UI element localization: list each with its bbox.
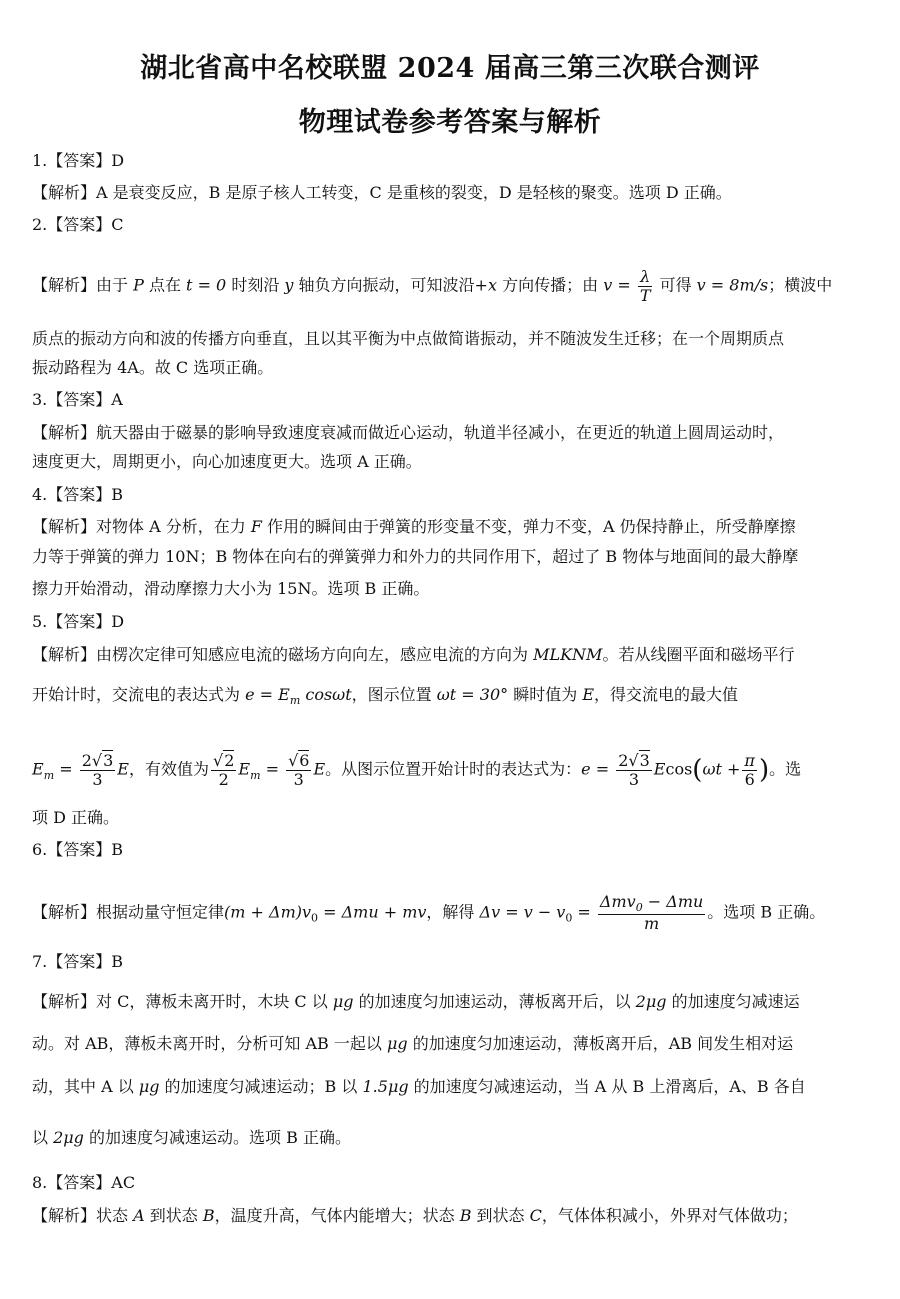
q4-explanation-line3: 擦力开始滑动，滑动摩擦力大小为 15N。选项 B 正确。 [32, 579, 430, 598]
q7-answer: 7.【答案】B [32, 952, 124, 971]
q7-explanation-line2: 动。对 AB，薄板未离开时，分析可知 AB 一起以 μg 的加速度匀加速运动，薄板离开后，AB 间发生相对运 [32, 1034, 794, 1053]
rms-ratio-fraction: $\frac{√2}{2}$ [212, 751, 235, 789]
q8-answer: 8.【答案】AC [32, 1173, 136, 1192]
q8-explanation-line1: 【解析】状态 A 到状态 B，温度升高，气体内能增大；状态 B 到状态 C，气体体积减小，外界对气体做功； [32, 1206, 798, 1225]
q5-explanation-line3: $E_m$ = $\frac{2√3}{3}$ E，有效值为 $\frac{√2}{2}$ $E_m$ = $\frac{√6}{3}$ E。从图示位置开始计时的表达式为：e = $\frac{2√3}{3}$ Ecos(ωt + $\frac{\pi}{6}$ )。选 [32, 751, 802, 789]
q5-explanation-line1: 【解析】由楞次定律可知感应电流的磁场方向向左，感应电流的方向为 MLKNM。若从线圈平面和磁场平行 [32, 645, 795, 664]
phase-fraction: $\frac{\pi}{6}$ [744, 751, 755, 789]
q2-explanation-line1: 【解析】由于 P 点在 t = 0 时刻沿 y 轴负方向振动，可知波沿+x 方向传播；由 v = $\frac{\lambda}{T}$ 可得 v = 8m/s；横波中 [32, 267, 833, 305]
document-title: 湖北省高中名校联盟 2024 届高三第三次联合测评 [140, 53, 760, 84]
rms-value-fraction: $\frac{√6}{3}$ [288, 751, 310, 789]
q7-explanation-line1: 【解析】对 C，薄板未离开时，木块 C 以 μg 的加速度匀加速运动，薄板离开后，以 2μg 的加速度匀减速运 [32, 992, 800, 1011]
wavelength-over-period: $\frac{\lambda}{T}$ [639, 267, 651, 305]
q2-explanation-line3: 振动路程为 4A。故 C 选项正确。 [32, 358, 274, 377]
q2-explanation-line2: 质点的振动方向和波的传播方向垂直，且以其平衡为中点做简谐振动，并不随波发生迁移；在一个周期质点 [32, 329, 785, 348]
q5-explanation-line2: 开始计时，交流电的表达式为 $e = E_m$ cosωt，图示位置 ωt = 30° 瞬时值为 E，得交流电的最大值 [32, 685, 739, 708]
q3-explanation-line1: 【解析】航天器由于磁暴的影响导致速度衰减而做近心运动，轨道半径减小，在更近的轨道上圆周运动时， [32, 423, 785, 442]
q6-answer: 6.【答案】B [32, 840, 124, 859]
peak-value-fraction: $\frac{2√3}{3}$ [81, 751, 114, 789]
q4-answer: 4.【答案】B [32, 485, 124, 504]
expression-fraction: $\frac{2√3}{3}$ [618, 751, 650, 789]
q7-explanation-line4: 以 2μg 的加速度匀减速运动。选项 B 正确。 [32, 1128, 351, 1147]
q4-explanation-line1: 【解析】对物体 A 分析，在力 F 作用的瞬间由于弹簧的形变量不变，弹力不变，A 仍保持静止，所受静摩擦 [32, 517, 796, 536]
q2-answer: 2.【答案】C [32, 215, 124, 234]
q3-explanation-line2: 速度更大，周期更小，向心加速度更大。选项 A 正确。 [32, 452, 422, 471]
velocity-change-fraction: $\frac{\Delta mv_0 - \Delta mu}{m}$ [599, 892, 704, 934]
q5-explanation-line4: 项 D 正确。 [32, 808, 120, 827]
q7-explanation-line3: 动，其中 A 以 μg 的加速度匀减速运动；B 以 1.5μg 的加速度匀减速运动，当 A 从 B 上滑离后，A、B 各自 [32, 1077, 806, 1096]
document-subtitle: 物理试卷参考答案与解析 [298, 107, 602, 138]
q3-answer: 3.【答案】A [32, 390, 123, 409]
q1-answer: 1.【答案】D [32, 151, 125, 170]
q4-explanation-line2: 力等于弹簧的弹力 10N；B 物体在向右的弹簧弹力和外力的共同作用下，超过了 B 物体与地面间的最大静摩 [32, 547, 799, 566]
q5-answer: 5.【答案】D [32, 612, 125, 631]
q6-explanation: 【解析】根据动量守恒定律$(m + \Delta m)v_0 = \Delta mu$ + mv，解得 $\Delta v = v - v_0$ = $\frac{\Delta mv_0 - \Delta mu}{m}$ 。选项 B 正确。 [32, 892, 826, 934]
q1-explanation: 【解析】A 是衰变反应，B 是原子核人工转变，C 是重核的裂变，D 是轻核的聚变。选项 D 正确。 [32, 183, 732, 202]
